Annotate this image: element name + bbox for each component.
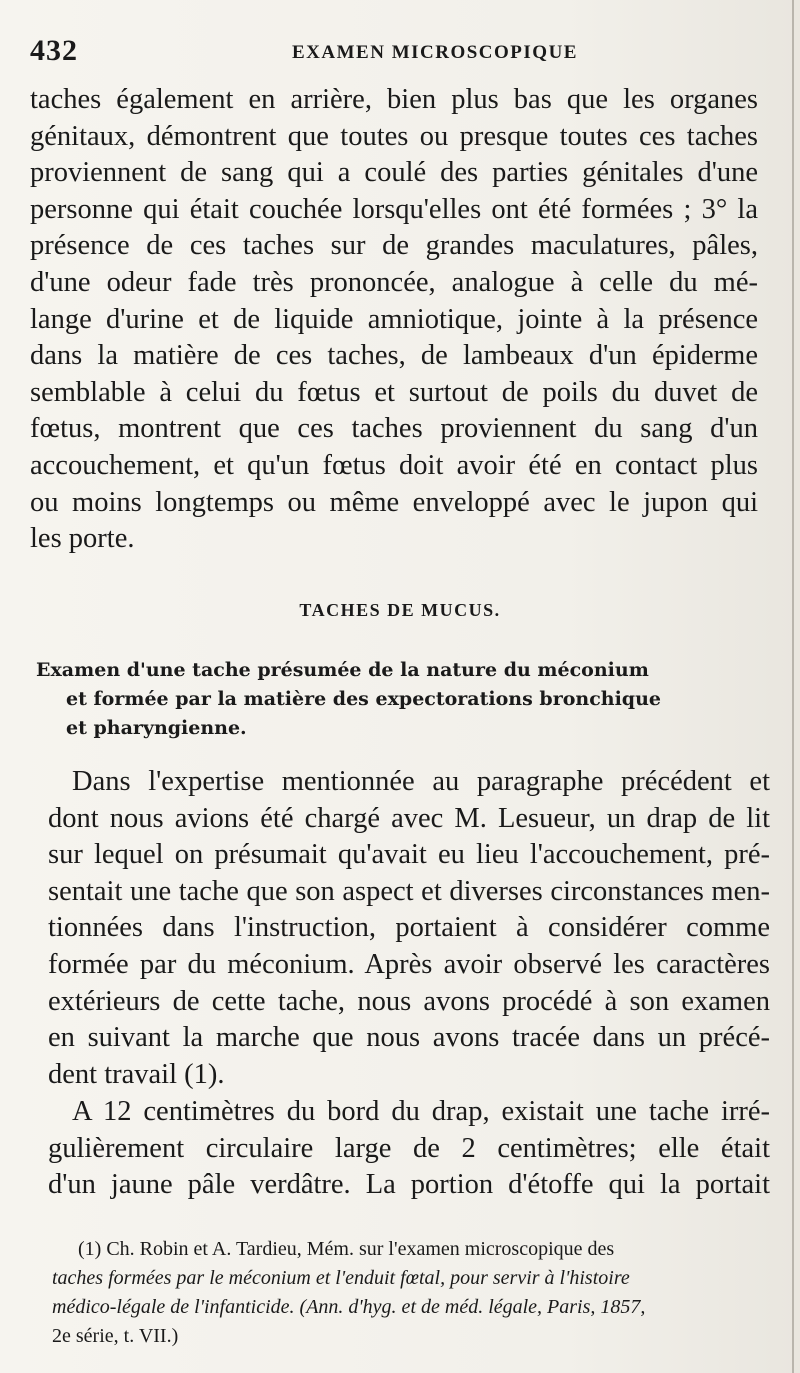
footnote — [52, 1235, 780, 1351]
footnote-line: taches formées par le méconium et l'enduit fœtal, pour servir à l'histoire — [52, 1267, 630, 1289]
text-line: sur lequel on présumait qu'avait eu lieu l'accouchement, pré- — [48, 839, 770, 871]
footnote-line: 2e série, t. VII.) — [52, 1325, 179, 1347]
text-line: ou moins longtemps ou même enveloppé avec le jupon qui — [30, 486, 758, 518]
text-line: dent travail (1). — [48, 1058, 225, 1090]
text-line: Dans l'expertise mentionnée au paragraphe précédent et — [72, 766, 770, 797]
text-line: les porte. — [30, 523, 135, 555]
paragraph-expertise — [48, 764, 770, 1093]
section-title: TACHES DE MUCUS. — [299, 600, 501, 620]
text-line: dont nous avions été chargé avec M. Lesueur, un drap de lit — [48, 802, 770, 834]
text-line: en suivant la marche que nous avons tracée dans un précé- — [48, 1022, 770, 1054]
paragraph-continuation — [30, 82, 758, 558]
text-line: formée par du méconium. Après avoir observé les caractères — [48, 948, 770, 980]
text-line: lange d'urine et de liquide amniotique, jointe à la présence — [30, 303, 758, 335]
page-number: 432 — [30, 34, 78, 67]
text-line: A 12 centimètres du bord du drap, existait une tache irré- — [72, 1096, 770, 1127]
page-edge-shadow — [792, 0, 794, 1373]
running-head: EXAMEN MICROSCOPIQUE — [292, 42, 578, 63]
text-line: extérieurs de cette tache, nous avons procédé à son examen — [48, 985, 770, 1017]
text-line: gulièrement circulaire large de 2 centimètres; elle était — [48, 1132, 770, 1164]
page-header — [30, 34, 750, 74]
subheading — [36, 656, 766, 743]
text-line: présence de ces taches sur de grandes maculatures, pâles, — [30, 230, 758, 262]
subheading-line: Examen d'une tache présumée de la nature du méconium — [36, 659, 649, 681]
text-line: sentait une tache que son aspect et diverses circonstances men- — [48, 875, 770, 907]
text-line: génitaux, démontrent que toutes ou presque toutes ces taches — [30, 120, 758, 152]
text-line: d'un jaune pâle verdâtre. La portion d'étoffe qui la portait — [48, 1169, 770, 1201]
text-line: taches également en arrière, bien plus bas que les organes — [30, 84, 758, 115]
text-line: fœtus, montrent que ces taches proviennent du sang d'un — [30, 413, 758, 445]
footnote-line: médico-légale de l'infanticide. (Ann. d'hyg. et de méd. légale, Paris, 1857, — [52, 1296, 646, 1318]
text-line: dans la matière de ces taches, de lambeaux d'un épiderme — [30, 340, 758, 372]
text-line: accouchement, et qu'un fœtus doit avoir été en contact plus — [30, 449, 758, 481]
text-line: personne qui était couchée lorsqu'elles ont été formées ; 3° la — [30, 193, 758, 225]
paragraph-tache — [48, 1094, 770, 1204]
footnote-line: (1) Ch. Robin et A. Tardieu, Mém. sur l'examen microscopique des — [78, 1238, 615, 1260]
text-line: semblable à celui du fœtus et surtout de poils du duvet de — [30, 376, 758, 408]
text-line: proviennent de sang qui a coulé des parties génitales d'une — [30, 157, 758, 189]
text-line: tionnées dans l'instruction, portaient à considérer comme — [48, 912, 770, 944]
subheading-line: et pharyngienne. — [66, 717, 247, 739]
subheading-line: et formée par la matière des expectorations bronchique — [66, 688, 661, 710]
text-line: d'une odeur fade très prononcée, analogue à celle du mé- — [30, 266, 758, 298]
